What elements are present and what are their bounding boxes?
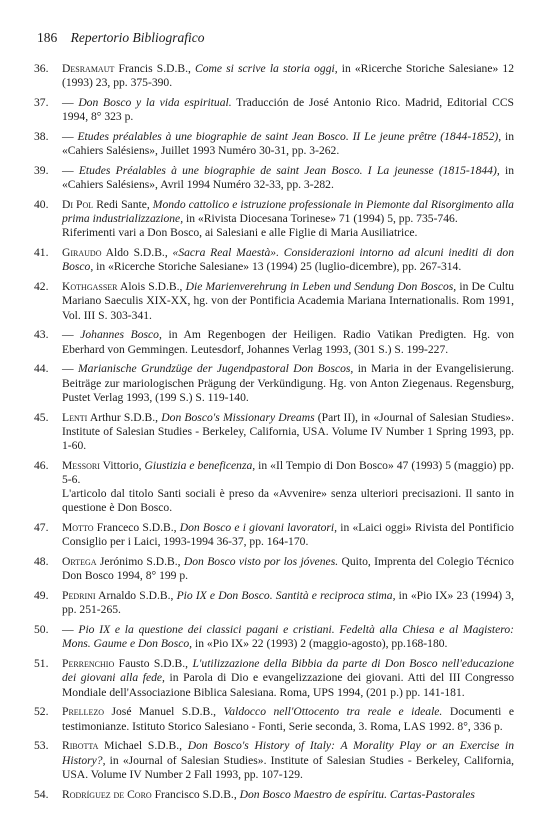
entry-text: [62, 130, 514, 158]
entry-number: 46.: [34, 458, 49, 472]
entry-author-rest: —: [62, 96, 79, 109]
bibliography-entry: [34, 246, 514, 274]
entry-number: 51.: [34, 657, 49, 671]
entry-number: 39.: [34, 164, 49, 177]
entry-author-rest: —: [62, 362, 78, 376]
entry-publication: in «Pio IX» 23 (1994) 3, pp. 251-265.: [62, 589, 514, 617]
entry-text: [62, 521, 514, 549]
entry-author-rest: —: [62, 623, 79, 637]
entry-author: Desramaut: [62, 62, 115, 75]
entry-author-rest: Jerónimo S.D.B.,: [96, 555, 184, 569]
entry-publication: Quito, Imprenta del Colegio Técnico Don Bosco 1994, 8° 199 p.: [62, 555, 514, 583]
entry-publication: in «Ricerche Storiche Salesiane» 12 (1993) 23, pp. 375-390.: [62, 62, 515, 90]
entry-publication: in De Cultu Mariano Saeculis XIX-XX, hg. von der Pontificia Academia Mariana Internationalis. Rom 1991, Vol. III S. 303-341.: [62, 280, 514, 322]
entry-text: [62, 657, 514, 700]
entry-note: Riferimenti vari a Don Bosco, ai Salesiani e alle Figlie di Maria Ausiliatrice.: [62, 226, 418, 240]
entry-author-rest: Vittorio,: [99, 458, 145, 472]
entry-author-rest: —: [62, 328, 81, 342]
entry-author: Lenti: [62, 410, 88, 424]
entry-title: Pio IX e la questione dei classici pagani e cristiani. Fedeltà alla Chiesa e al Magistero: Mons. Gaume e Don Bosco,: [62, 623, 515, 651]
bibliography-entry: [34, 657, 514, 700]
entry-number: 52.: [34, 705, 49, 719]
entry-author: Di Pol: [62, 198, 94, 211]
entry-title: Don Bosco y la vida espiritual.: [78, 96, 232, 109]
entry-author-rest: Redi Sante,: [93, 198, 153, 211]
entry-title: Mondo cattolico e istruzione professionale in Piemonte dal Risorgimento alla prima industrializzazione,: [62, 198, 514, 226]
entry-author-rest: Arthur S.D.B.,: [87, 410, 162, 424]
entry-number: 42.: [34, 280, 49, 294]
entry-author: Ribotta: [62, 739, 99, 753]
bibliography-entry: [34, 164, 514, 192]
bibliography-entry: [34, 459, 514, 516]
bibliography-entry: [34, 411, 514, 454]
entry-number: 49.: [34, 589, 49, 603]
entry-publication: (Part II), in «Journal of Salesian Studies». Institute of Salesian Studies - Berkeley, California, USA. Volume IV Number 1 Spring 1993, pp. 1-60.: [62, 410, 514, 453]
entry-author: Pedrini: [62, 589, 96, 603]
entry-publication: in «Pio IX» 22 (1993) 2 (maggio-agosto), pp.168-180.: [192, 637, 448, 651]
entry-text: [62, 198, 514, 241]
entry-publication: in «Laici oggi» Rivista del Pontificio Consiglio per i Laici, 1993-1994 36-37, pp. 164-170.: [62, 521, 514, 549]
entry-text: [62, 589, 514, 617]
entry-title: «Sacra Real Maestà». Considerazioni intorno ad alcuni inediti di don Bosco,: [62, 246, 515, 274]
entry-text: [62, 459, 514, 516]
entry-text: [62, 328, 514, 356]
entry-publication: in Maria in der Evangelisierung. Beiträge zur mariologischen Prägung der Verkündigung. Hg. von Anton Ziegenaus. Regensburg, Pustet Verlag 1993, (199 S.) S. 119-140.: [62, 362, 514, 404]
entry-author-rest: Francis S.D.B.,: [114, 62, 196, 75]
entry-author-rest: —: [62, 164, 79, 177]
page-header: [37, 30, 205, 46]
entry-publication: in Parola di Dio e evangelizzazione dei giovani. Atti del III Congresso Mondiale dell'Associazione Biblica Salesiana. Roma, UPS 1994, (201 p.) pp. 141-181.: [62, 671, 514, 699]
entry-number: 43.: [34, 328, 49, 342]
entry-publication: in «Cahiers Salésiens», Avril 1994 Numéro 32-33, pp. 3-282.: [62, 164, 514, 192]
bibliography-entry: [34, 555, 514, 583]
entry-title: Don Bosco e i giovani lavoratori,: [179, 521, 338, 535]
entry-number: 47.: [34, 521, 49, 535]
entry-author-rest: —: [62, 130, 78, 143]
bibliography-entry: [34, 96, 514, 124]
entry-number: 41.: [34, 246, 49, 260]
bibliography-entry: [34, 62, 514, 90]
entry-text: [62, 280, 514, 323]
entry-title: Johannes Bosco,: [80, 328, 162, 342]
bibliography-entry: [34, 739, 514, 782]
bibliography-list: [34, 62, 514, 802]
entry-author-rest: Franceco S.D.B.,: [93, 521, 180, 535]
entry-author: Prellezo: [62, 705, 104, 719]
entry-title: Pio IX e Don Bosco. Santità e reciproca stima,: [176, 589, 396, 603]
entry-publication: in «Rivista Diocesana Torinese» 71 (1994) 5, pp. 735-746.: [183, 212, 458, 226]
entry-title: Giustizia e beneficenza,: [144, 458, 256, 472]
entry-number: 45.: [34, 410, 49, 424]
running-title: Repertorio Bibliografico: [70, 30, 205, 45]
entry-title: Don Bosco Maestro de espíritu. Cartas-Pastorales: [239, 787, 475, 801]
entry-title: Don Bosco's History of Italy: A Morality Play or an Exercise in History?,: [62, 739, 514, 767]
entry-publication: in «Journal of Salesian Studies». Institute of Salesian Studies - Berkeley, California, USA. Volume IV Number 2 Fall 1993, pp. 107-129.: [62, 753, 514, 781]
entry-text: [62, 705, 514, 733]
entry-author: Motto: [62, 521, 94, 535]
bibliography-entry: [34, 362, 514, 405]
entry-author-rest: Aldo S.D.B.,: [101, 246, 173, 260]
entry-publication: in Am Regenbogen der Heiligen. Radio Vatikan Predigten. Hg. von Eberhard von Gemmingen. Leutesdorf, Johannes Verlag 1993, (301 S.) S. 199-227.: [62, 328, 514, 356]
entry-title: Etudes préalables à une biographie de saint Jean Bosco. II Le jeune prêtre (1844-1852),: [77, 130, 502, 143]
bibliography-entry: [34, 130, 514, 158]
entry-publication: in «Ricerche Storiche Salesiane» 13 (1994) 25 (luglio-dicembre), pp. 267-314.: [93, 260, 462, 274]
entry-text: [62, 623, 514, 651]
entry-number: 48.: [34, 555, 49, 569]
entry-title: Come si scrive la storia oggi,: [195, 62, 338, 75]
bibliography-entry: [34, 328, 514, 356]
bibliography-entry: [34, 788, 514, 802]
entry-number: 40.: [34, 198, 49, 211]
entry-author-rest: Francisco S.D.B.,: [151, 787, 240, 801]
entry-author: Giraudo: [62, 246, 102, 260]
entry-author-rest: Arnaldo S.D.B.,: [95, 589, 177, 603]
entry-publication: Traducción de José Antonio Rico. Madrid, Editorial CCS 1994, 8° 323 p.: [62, 96, 514, 124]
entry-author: Rodríguez de Coro: [62, 787, 152, 801]
bibliography-entry: [34, 589, 514, 617]
entry-author: Messori: [62, 458, 100, 472]
entry-author-rest: José Manuel S.D.B.,: [104, 705, 224, 719]
entry-text: [62, 362, 514, 405]
entry-title: Marianische Grundzüge der Jugendpastoral Don Boscos,: [77, 362, 354, 376]
entry-number: 38.: [34, 130, 49, 143]
entry-author: Kothgasser: [62, 280, 118, 294]
entry-title: Don Bosco's Missionary Dreams: [161, 410, 315, 424]
bibliography-entry: [34, 280, 514, 323]
entry-text: [62, 788, 514, 802]
entry-title: Don Bosco visto por los jóvenes.: [183, 555, 339, 569]
entry-publication: Documenti e testimonianze. Istituto Storico Salesiano - Fonti, Serie seconda, 3. Roma, LAS 1992. 8°, 336 p.: [62, 705, 514, 733]
bibliography-entry: [34, 705, 514, 733]
entry-author-rest: Alois S.D.B.,: [117, 280, 186, 294]
bibliography-entry: [34, 521, 514, 549]
entry-text: [62, 96, 514, 124]
entry-number: 36.: [34, 62, 49, 75]
entry-text: [62, 411, 514, 454]
entry-publication: in «Cahiers Salésiens», Juillet 1993 Numéro 30-31, pp. 3-262.: [62, 130, 515, 158]
entry-author: Ortega: [62, 555, 97, 569]
entry-author-rest: Michael S.D.B.,: [98, 739, 188, 753]
entry-text: [62, 739, 514, 782]
page-number: 186: [37, 30, 58, 45]
entry-title: Die Marienverehrung in Leben und Sendung Don Boscos,: [185, 280, 457, 294]
entry-text: [62, 164, 514, 192]
entry-number: 44.: [34, 362, 49, 376]
entry-title: Valdocco nell'Ottocento tra reale e ideale.: [223, 705, 443, 719]
bibliography-entry: [34, 623, 514, 651]
entry-text: [62, 62, 514, 90]
bibliography-entry: [34, 198, 514, 241]
entry-number: 37.: [34, 96, 49, 109]
entry-title: L'utilizzazione della Bibbia da parte di Don Bosco nell'educazione dei giovani alla fede,: [62, 657, 515, 685]
entry-title: Etudes Préalables à une biographie de saint Jean Bosco. I La jeunesse (1815-1844),: [78, 164, 500, 177]
entry-author: Perrenchio: [62, 657, 115, 671]
entry-text: [62, 246, 514, 274]
entry-text: [62, 555, 514, 583]
entry-author-rest: Fausto S.D.B.,: [114, 657, 193, 671]
entry-note: L'articolo dal titolo Santi sociali è preso da «Avvenire» senza ulteriori precisazioni. Il santo in questione è Don Bosco.: [62, 487, 514, 515]
entry-number: 53.: [34, 739, 49, 753]
entry-publication: in «Il Tempio di Don Bosco» 47 (1993) 5 (maggio) pp. 5-6.: [62, 458, 514, 487]
entry-number: 54.: [34, 787, 49, 801]
entry-number: 50.: [34, 623, 49, 637]
